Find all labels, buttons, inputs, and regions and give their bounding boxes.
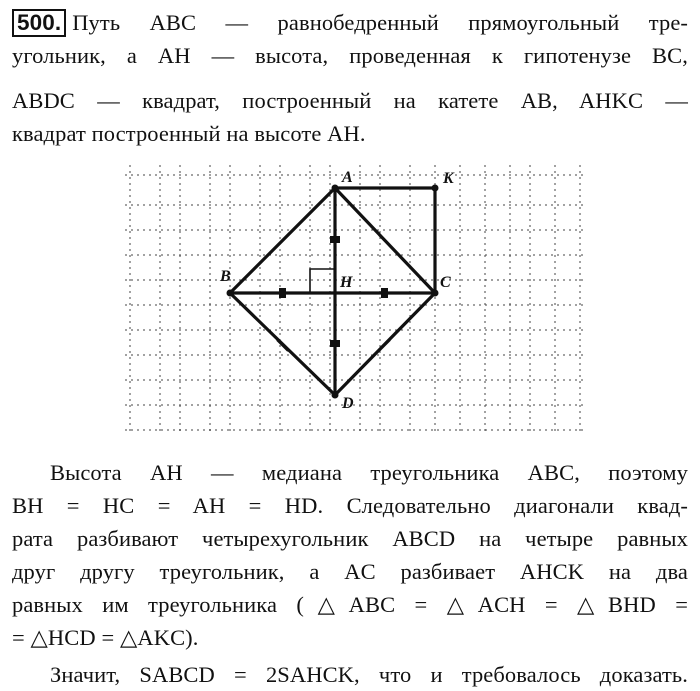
figure-lines <box>230 188 435 395</box>
solution-line-3: рата разбивают четырехугольник ABCD на четыре равных <box>12 526 688 551</box>
solution-line-4: друг другу треугольник, а AC разбивает AHCK на два <box>12 559 688 584</box>
problem-line-3: ABDC — квадрат, построенный на катете AB, AHKC — <box>12 88 688 113</box>
tick-hd <box>330 340 340 347</box>
label-k: K <box>443 170 454 187</box>
problem-line-2: угольник, а AH — высота, проведенная к гипотенузе BC, <box>12 43 688 68</box>
problem-line-4: квадрат построенный на высоте AH. <box>12 121 366 146</box>
point-c <box>432 290 439 297</box>
solution-line-2: BH = HC = AH = HD. Следовательно диагонали квад- <box>12 493 688 518</box>
problem-number: 500. <box>12 9 66 37</box>
solution-conclusion: Значит, SABCD = 2SAHCK, что и требовалось доказать. <box>50 662 688 687</box>
problem-line-1-text: Путь ABC — равнобедренный прямоугольный тре- <box>72 10 688 35</box>
geometry-figure <box>100 150 660 450</box>
tick-ah <box>330 236 340 243</box>
point-b <box>227 290 234 297</box>
tick-cd <box>379 340 390 351</box>
label-d: D <box>342 395 354 412</box>
solution-text <box>12 456 688 691</box>
tick-bh <box>279 288 286 298</box>
solution-line-5: равных им треугольника (△ABC = △ACH = △BHD = <box>12 592 688 617</box>
label-b: B <box>220 268 231 285</box>
tick-ab <box>277 235 288 246</box>
tick-hc <box>381 288 388 298</box>
point-d <box>332 392 339 399</box>
problem-line-1 <box>12 6 688 39</box>
grid <box>125 165 585 435</box>
point-a <box>332 185 339 192</box>
solution-line-6: = △HCD = △AKC). <box>12 625 199 650</box>
tick-ac <box>379 235 390 246</box>
label-c: C <box>440 274 451 291</box>
tick-bd <box>277 340 288 351</box>
right-angle-mark <box>310 269 335 293</box>
solution-line-1: Высота AH — медиана треугольника ABC, поэтому <box>50 460 688 485</box>
point-k <box>432 185 439 192</box>
figure-svg <box>100 150 660 450</box>
label-a: A <box>342 169 353 186</box>
label-h: H <box>340 274 353 291</box>
problem-statement <box>12 6 688 150</box>
